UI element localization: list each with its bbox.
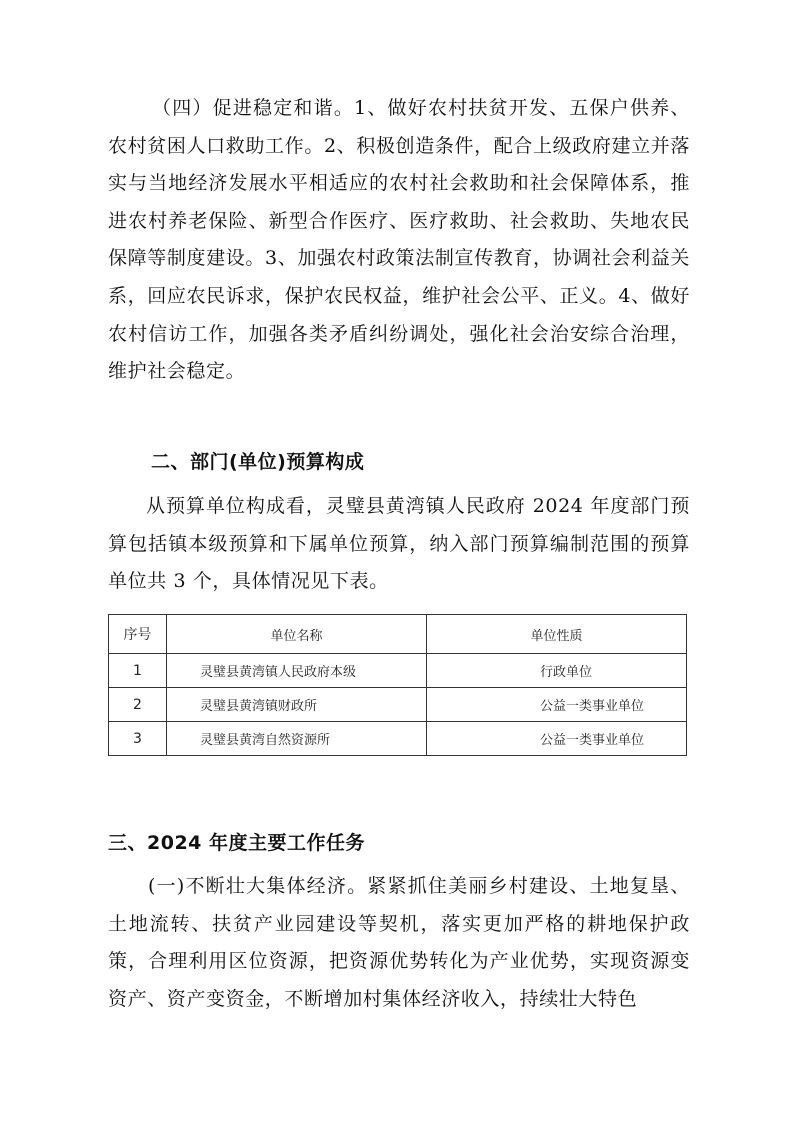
table-row [109,654,687,688]
row-type: 行政单位 [427,654,687,688]
row-name: 灵璧县黄湾镇人民政府本级 [167,654,427,688]
row-no: 3 [109,722,167,756]
table-row [109,722,687,756]
section-four-paragraph: （四）促进稳定和谐。1、做好农村扶贫开发、五保户供养、农村贫困人口救助工作。2、积极创造条件，配合上级政府建立并落实与当地经济发展水平相适应的农村社会救助和社会保障体系，推进农村养老保险、新型合作医疗、医疗救助、社会救助、失地农民保障等制度建设。3、加强农村政策法制宣传教育，协调社会利益关系，回应农民诉求，保护农民权益，维护社会公平、正义。4、做好农村信访工作，加强各类矛盾纠纷调处，强化社会治安综合治理，维护社会稳定。 [108,97,690,383]
row-type: 公益一类事业单位 [427,688,687,722]
header-no: 序号 [109,615,167,654]
budget-composition-heading: 二、部门(单位)预算构成 [151,451,365,473]
row-name: 灵璧县黄湾镇财政所 [167,688,427,722]
table-header-row [109,615,687,654]
header-type: 单位性质 [427,615,687,654]
row-no: 2 [109,688,167,722]
row-type: 公益一类事业单位 [427,722,687,756]
budget-units-table [108,614,687,756]
table-row [109,688,687,722]
budget-composition-intro: 从预算单位构成看，灵璧县黄湾镇人民政府 2024 年度部门预算包括镇本级预算和下属单位预算，纳入部门预算编制范围的预算单位共 3 个，具体情况见下表。 [108,495,690,593]
main-tasks-paragraph: (一)不断壮大集体经济。紧紧抓住美丽乡村建设、土地复垦、土地流转、扶贫产业园建设等契机，落实更加严格的耕地保护政策，合理利用区位资源，把资源优势转化为产业优势，实现资源变资产、资产变资金，不断增加村集体经济收入，持续壮大特色 [108,875,690,1010]
main-tasks-heading: 三、2024 年度主要工作任务 [108,832,365,854]
row-name: 灵璧县黄湾自然资源所 [167,722,427,756]
row-no: 1 [109,654,167,688]
header-name: 单位名称 [167,615,427,654]
